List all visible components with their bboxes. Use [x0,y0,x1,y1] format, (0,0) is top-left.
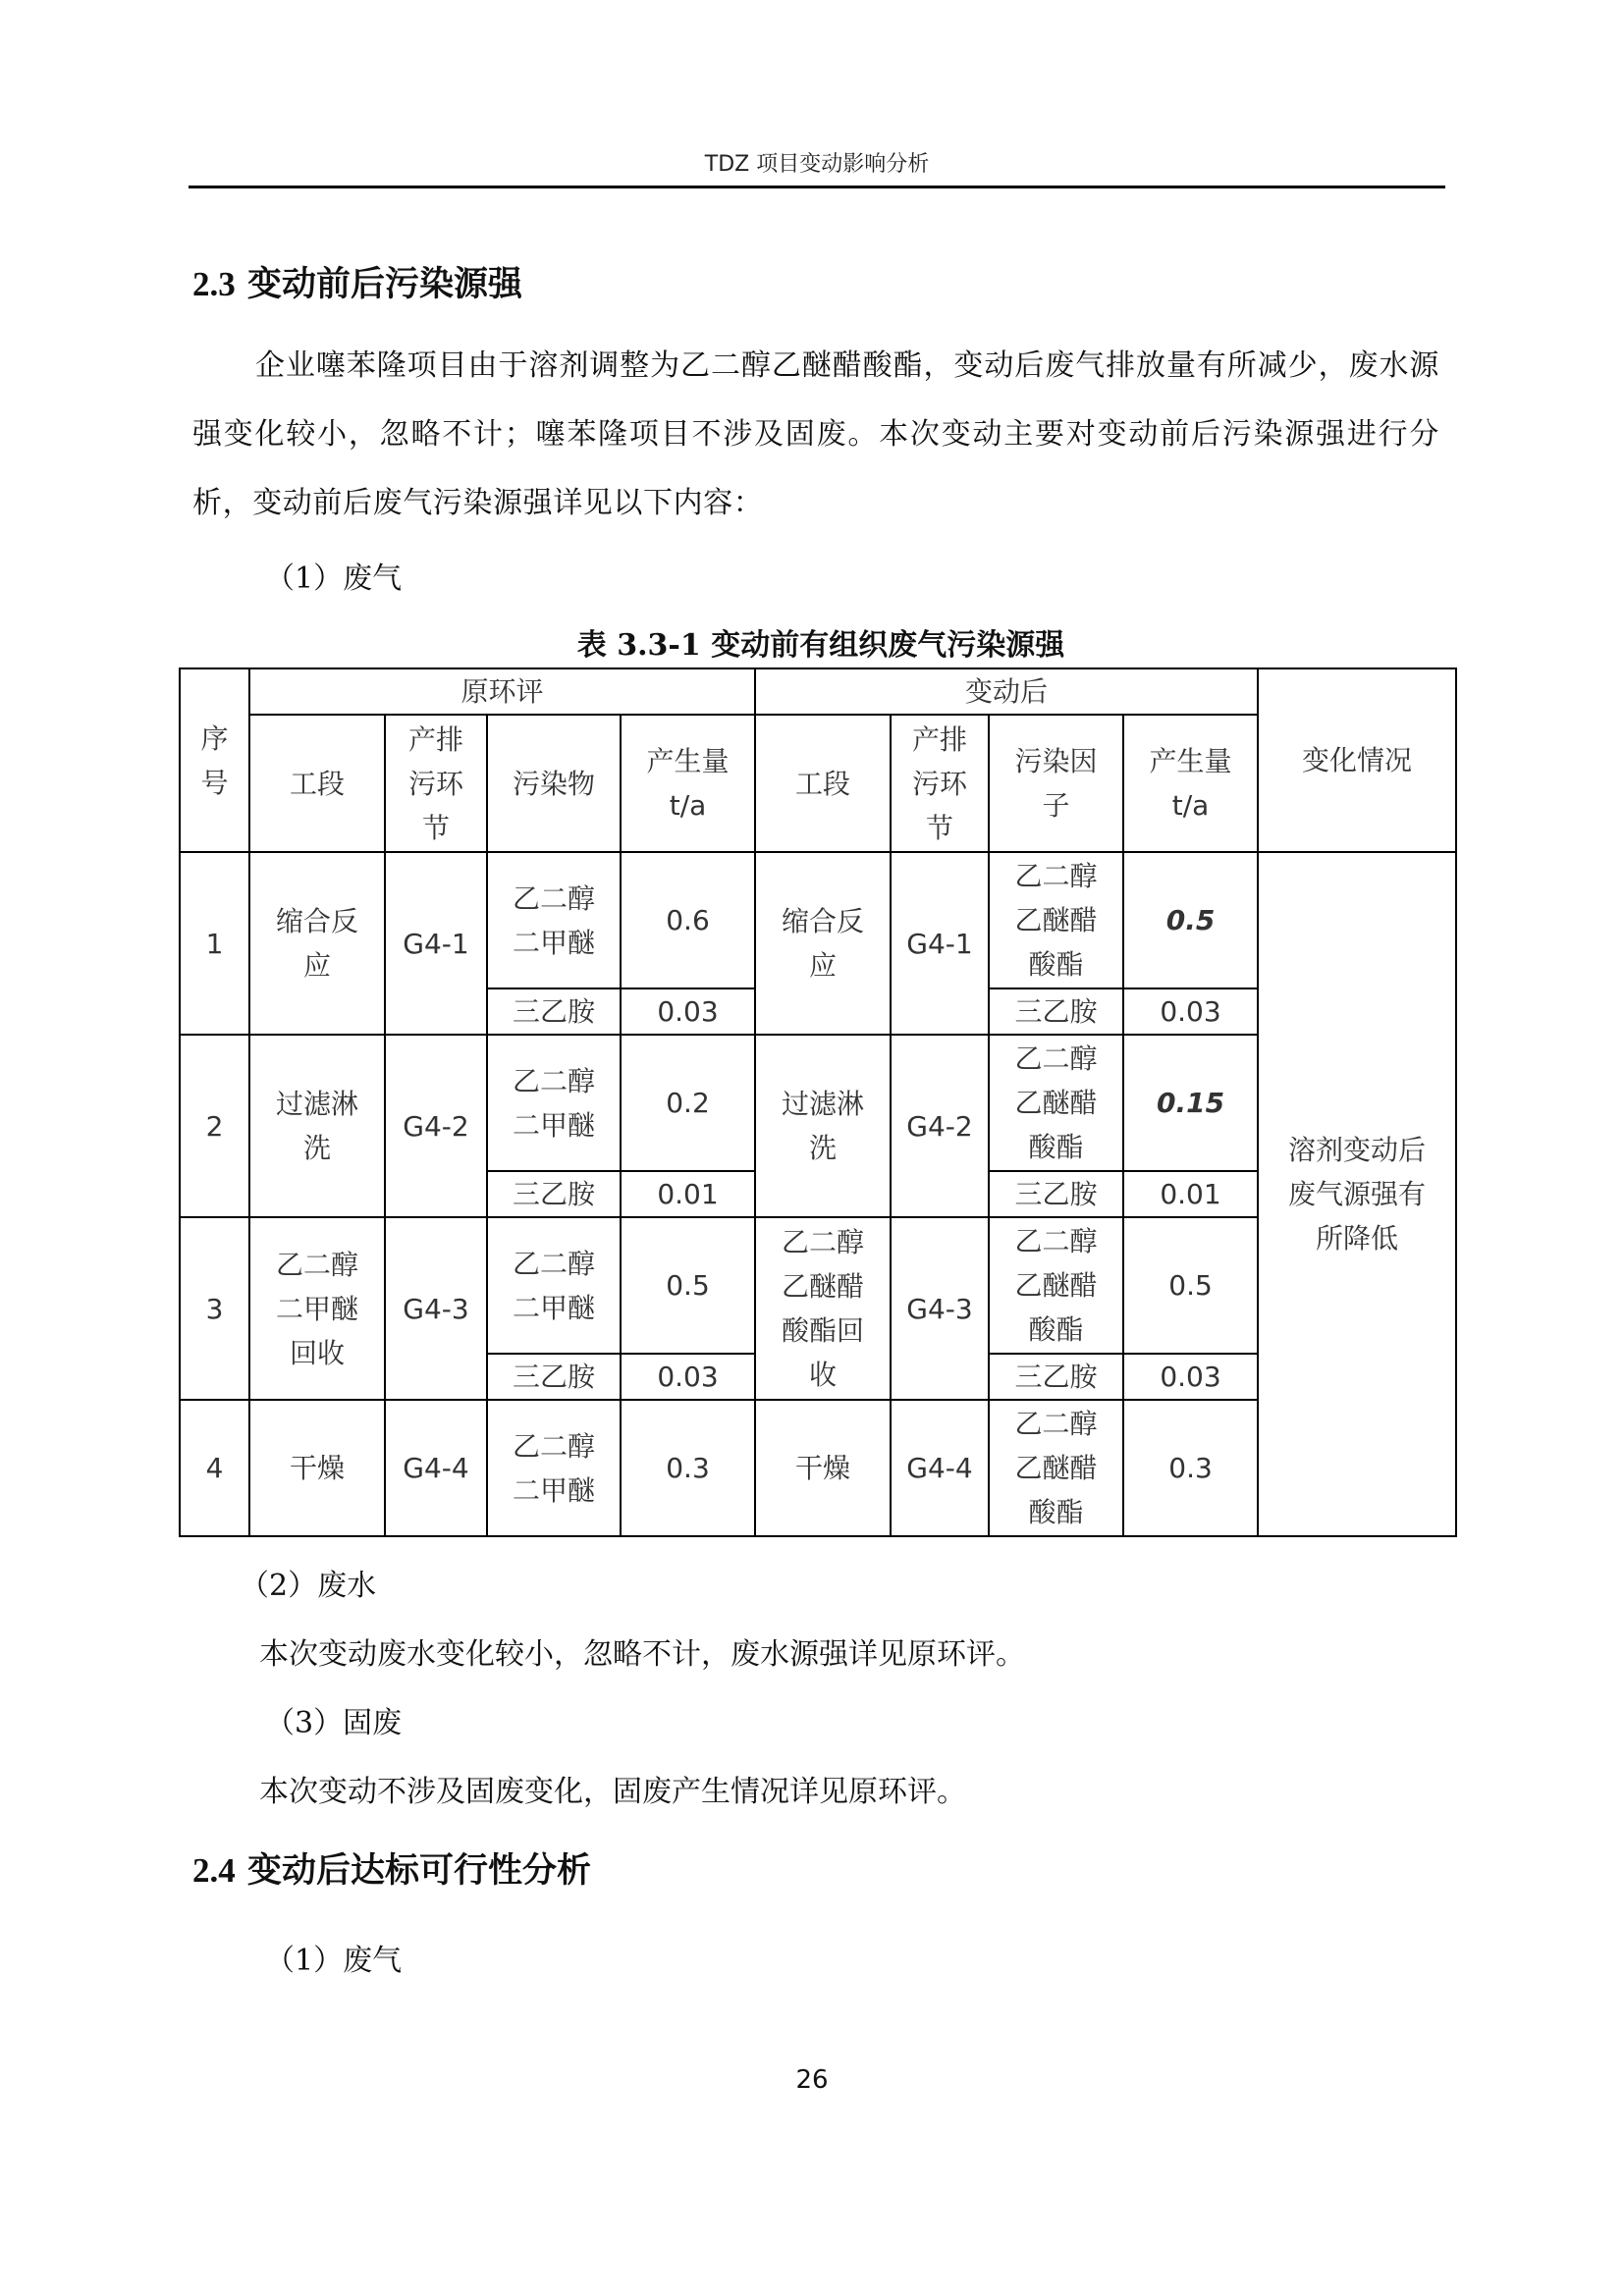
cell-change-status-line: 溶剂变动后 [1288,1134,1427,1166]
cell-amount-after: 0.15 [1123,1035,1258,1171]
cell-change-status-line: 废气源强有 [1288,1178,1427,1210]
section-number: 2.3 [192,265,236,303]
cell-amount: 0.01 [621,1171,755,1217]
header-pollutant-factor [989,715,1123,852]
cell-pollutant-after-line: 乙醚醋 [1014,1087,1098,1119]
cell-pollutant-after [989,852,1123,988]
cell-amount: 0.2 [621,1035,755,1171]
header-amount [1123,715,1258,852]
cell-pollutant-after-line: 酸酯 [1028,1313,1084,1346]
cell-pollutant: 三乙胺 [487,988,621,1035]
cell-amount-after: 0.3 [1123,1400,1258,1536]
cell-pollutant-after-line: 酸酯 [1028,948,1084,981]
header-pollutant-factor-line: 子 [1042,789,1070,822]
cell-stage [249,1217,385,1400]
cell-emission-link: G4-3 [385,1217,487,1400]
header-stage: 工段 [755,715,891,852]
cell-stage-after [755,852,891,1035]
subheading-wastewater: （2）废水 [240,1569,377,1603]
cell-amount-after: 0.5 [1123,852,1258,988]
cell-pollutant-line: 乙二醇 [512,1247,595,1280]
cell-emission-link: G4-2 [385,1035,487,1217]
cell-pollutant-after [989,1217,1123,1354]
cell-amount-after: 0.03 [1123,988,1258,1035]
cell-pollutant [487,852,621,988]
cell-pollutant-after-line: 乙二醇 [1014,1042,1098,1075]
cell-pollutant-line: 乙二醇 [512,1429,595,1463]
cell-stage-line: 应 [302,949,331,982]
cell-emission-link-after: G4-3 [891,1217,989,1400]
cell-stage-after [755,1035,891,1217]
cell-stage-after-line: 过滤淋 [782,1088,865,1120]
cell-pollutant-after-line: 酸酯 [1028,1131,1084,1163]
cell-pollutant-after [989,1400,1123,1536]
section-2-4-heading [192,1843,591,1893]
header-seq-line: 号 [200,766,229,799]
cell-pollutant: 三乙胺 [487,1171,621,1217]
cell-pollutant-after [989,1035,1123,1171]
header-pollutant: 污染物 [487,715,621,852]
cell-change-status-line: 所降低 [1316,1222,1399,1255]
cell-pollutant-line: 二甲醚 [512,1473,595,1507]
cell-pollutant-after-line: 酸酯 [1028,1496,1084,1528]
header-original-eia: 原环评 [249,668,755,715]
cell-pollutant [487,1400,621,1536]
cell-stage-line: 干燥 [289,1452,345,1484]
table-row [180,852,1456,988]
cell-stage-after-line: 收 [809,1359,838,1391]
cell-pollutant-after-line: 乙二醇 [1014,860,1098,892]
cell-emission-link-after: G4-4 [891,1400,989,1536]
header-after-change: 变动后 [755,668,1258,715]
wastewater-text: 本次变动废水变化较小，忽略不计，废水源强详见原环评。 [259,1637,1025,1672]
table-caption: 表 3.3-1 变动前有组织废气污染源强 [576,628,1065,663]
emission-source-table [179,667,1457,1537]
cell-stage-after [755,1217,891,1400]
header-emission-link [891,715,989,852]
cell-stage-after-line: 洗 [809,1132,838,1164]
cell-stage [249,852,385,1035]
cell-stage-after-line: 乙二醇 [782,1226,865,1258]
cell-pollutant-after: 三乙胺 [989,1171,1123,1217]
cell-seq: 1 [180,852,249,1035]
cell-pollutant-after-line: 乙醚醋 [1014,1269,1098,1302]
solid-waste-text: 本次变动不涉及固废变化，固废产生情况详见原环评。 [259,1775,966,1809]
cell-pollutant-line: 二甲醚 [512,1108,595,1142]
cell-stage [249,1400,385,1536]
header-amount-line: t/a [669,789,707,822]
cell-pollutant-after-line: 乙醚醋 [1014,904,1098,936]
cell-seq: 4 [180,1400,249,1536]
cell-stage-line: 过滤淋 [275,1088,358,1120]
cell-stage-line: 乙二醇 [275,1248,358,1281]
cell-amount: 0.3 [621,1400,755,1536]
cell-stage-line: 缩合反 [275,905,358,937]
cell-pollutant-after-line: 乙二醇 [1014,1408,1098,1440]
cell-pollutant-line: 二甲醚 [512,1291,595,1324]
cell-pollutant-after-line: 乙醚醋 [1014,1452,1098,1484]
header-rule [189,186,1445,188]
header-emission-link-line: 节 [421,811,450,844]
table-body [180,668,1456,1536]
section-2-3-paragraph: 企业噻苯隆项目由于溶剂调整为乙二醇乙醚醋酸酯，变动后废气排放量有所减少，废水源强变化较小，忽略不计；噻苯隆项目不涉及固废。本次变动主要对变动前后污染源强进行分析，变动前后废气污染源强详见以下内容： [192,348,1439,520]
cell-emission-link-after: G4-2 [891,1035,989,1217]
cell-pollutant-line: 乙二醇 [512,1064,595,1097]
cell-seq: 2 [180,1035,249,1217]
subheading-waste-gas-2: （1）废气 [265,1944,403,1978]
cell-stage-after-line: 缩合反 [782,905,865,937]
cell-amount-after: 0.5 [1123,1217,1258,1354]
header-amount [621,715,755,852]
cell-pollutant-after: 三乙胺 [989,1354,1123,1400]
table-row [180,668,1456,715]
cell-stage-after-line: 酸酯回 [782,1314,865,1347]
section-title: 变动前后污染源强 [246,265,522,304]
section-title: 变动后达标可行性分析 [246,1851,591,1891]
subheading-waste-gas: （1）废气 [265,561,403,596]
cell-pollutant-line: 二甲醚 [512,926,595,959]
running-header: TDZ 项目变动影响分析 [704,152,930,177]
header-seq-line: 序 [200,721,229,755]
cell-stage-after [755,1400,891,1536]
page-number: 26 [795,2065,829,2095]
header-emission-link-line: 产排 [912,722,968,756]
cell-stage-after-line: 干燥 [795,1452,851,1484]
cell-pollutant-after-line: 乙二醇 [1014,1225,1098,1257]
cell-emission-link: G4-4 [385,1400,487,1536]
cell-amount: 0.6 [621,852,755,988]
cell-stage-after-line: 应 [809,949,838,982]
header-stage: 工段 [249,715,385,852]
cell-stage-line: 二甲醚 [275,1292,358,1325]
section-number: 2.4 [192,1851,236,1890]
cell-pollutant [487,1217,621,1354]
cell-emission-link-after: G4-1 [891,852,989,1035]
header-emission-link-line: 污环 [407,767,463,800]
cell-emission-link: G4-1 [385,852,487,1035]
subheading-solid-waste: （3）固废 [265,1706,403,1740]
cell-pollutant: 三乙胺 [487,1354,621,1400]
header-amount-line: t/a [1171,789,1210,822]
header-amount-line: 产生量 [1149,745,1232,777]
header-seq [180,668,249,852]
section-2-3-heading [192,257,522,306]
cell-pollutant-line: 乙二醇 [512,881,595,915]
header-emission-link-line: 节 [926,811,954,844]
header-emission-link-line: 产排 [407,722,463,756]
header-emission-link [385,715,487,852]
cell-stage-line: 洗 [302,1132,331,1164]
cell-amount-after: 0.01 [1123,1171,1258,1217]
cell-seq: 3 [180,1217,249,1400]
cell-change-status [1258,852,1456,1536]
cell-amount: 0.03 [621,1354,755,1400]
cell-amount: 0.5 [621,1217,755,1354]
cell-amount: 0.03 [621,988,755,1035]
header-emission-link-line: 污环 [912,767,968,800]
header-change-status: 变化情况 [1258,668,1456,852]
cell-stage [249,1035,385,1217]
cell-pollutant-after: 三乙胺 [989,988,1123,1035]
cell-stage-after-line: 乙醚醋 [782,1270,865,1303]
header-amount-line: 产生量 [646,745,730,777]
header-pollutant-factor-line: 污染因 [1014,745,1098,777]
cell-pollutant [487,1035,621,1171]
cell-amount-after: 0.03 [1123,1354,1258,1400]
cell-stage-line: 回收 [289,1336,345,1369]
